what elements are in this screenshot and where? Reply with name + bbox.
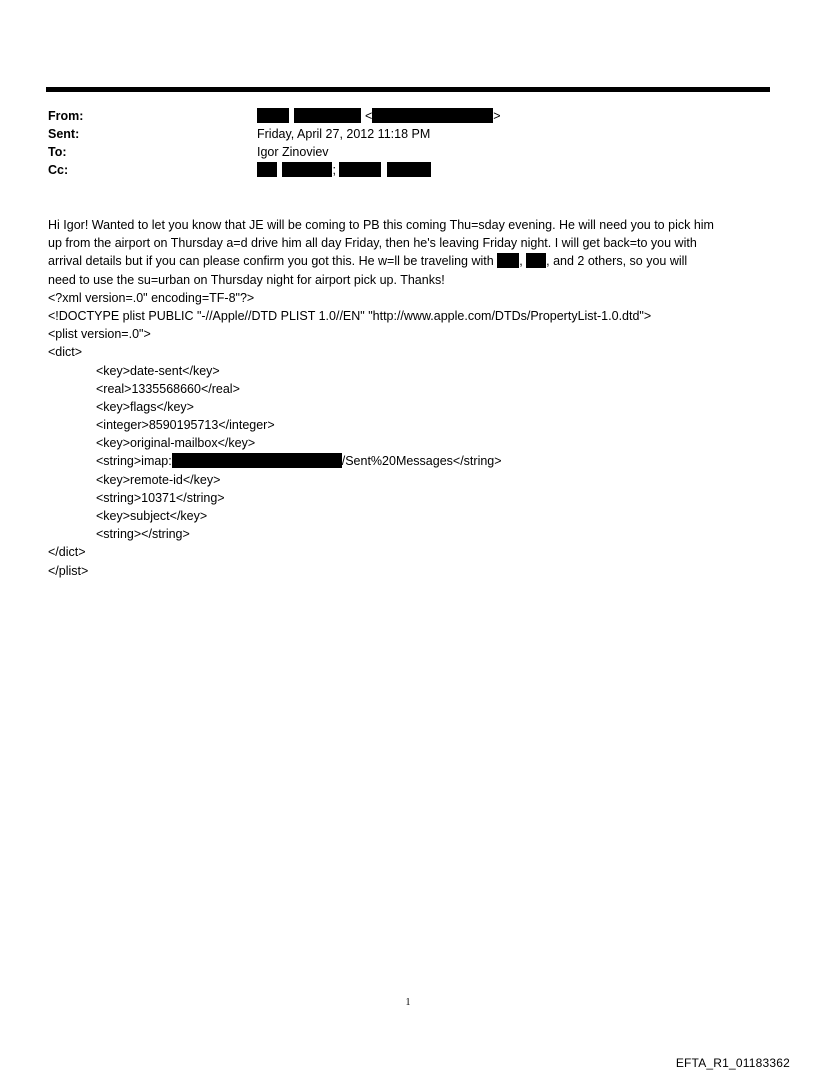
plist-value: <integer>8590195713</integer> xyxy=(96,418,275,433)
sent-label: Sent: xyxy=(48,127,80,141)
plist-value: <real>1335568660</real> xyxy=(96,381,240,396)
dict-open: <dict> xyxy=(48,345,83,360)
email-body xyxy=(48,216,772,580)
redaction-block xyxy=(339,162,381,177)
plist-key: <key>original-mailbox</key> xyxy=(96,436,256,451)
to-label: To: xyxy=(48,145,67,159)
redaction-block xyxy=(282,162,332,177)
body-line: Hi Igor! Wanted to let you know that JE will be coming to PB this coming Thu=sday evening. He will need you to pick him xyxy=(48,218,714,232)
plist-open: <plist version=.0"> xyxy=(48,327,151,342)
plist-key: <key>date-sent</key> xyxy=(96,363,220,378)
from-label: From: xyxy=(48,109,84,123)
cc-label: Cc: xyxy=(48,163,69,177)
body-line xyxy=(48,252,772,270)
from-value xyxy=(257,107,501,125)
redaction-block xyxy=(526,253,546,268)
plist-value: <string></string> xyxy=(96,527,190,542)
body-line: up from the airport on Thursday a=d drive him all day Friday, then he's leaving Friday night. I will get back=to you with xyxy=(48,236,697,251)
document-id: EFTA_R1_01183362 xyxy=(675,1056,790,1070)
plist-value xyxy=(48,452,772,470)
dict-close: </dict> xyxy=(48,545,86,560)
body-text-segment: <string>imap: xyxy=(96,454,172,469)
sent-value: Friday, April 27, 2012 11:18 PM xyxy=(257,127,431,141)
plist-key: <key>remote-id</key> xyxy=(96,472,221,487)
xml-declaration: <?xml version=.0" encoding=TF-8"?> xyxy=(48,290,255,305)
to-value: Igor Zinoviev xyxy=(257,145,329,159)
redaction-block xyxy=(294,108,361,123)
redaction-block xyxy=(372,108,493,123)
body-text-segment: , and 2 others, so you will xyxy=(546,254,688,269)
body-text-segment: /Sent%20Messages</string> xyxy=(341,454,502,469)
from-gt: > xyxy=(493,109,501,123)
plist-close: </plist> xyxy=(48,563,89,578)
body-text-segment: arrival details but if you can please confirm you got this. He w=ll be traveling with xyxy=(48,254,498,269)
redaction-block xyxy=(172,453,342,468)
body-line: need to use the su=urban on Thursday night for airport pick up. Thanks! xyxy=(48,272,445,287)
redaction-block xyxy=(497,253,519,268)
redaction-block xyxy=(257,108,289,123)
redaction-block xyxy=(257,162,277,177)
body-text-segment: , xyxy=(519,254,527,269)
plist-value: <string>10371</string> xyxy=(96,490,225,505)
cc-value xyxy=(257,161,431,179)
page-number: 1 xyxy=(405,997,411,1008)
header-rule xyxy=(46,87,770,92)
from-lt: < xyxy=(364,109,373,123)
doctype-line: <!DOCTYPE plist PUBLIC "-//Apple//DTD PLIST 1.0//EN" "http://www.apple.com/DTDs/PropertyList-1.0.dtd"> xyxy=(48,308,652,323)
redaction-block xyxy=(387,162,431,177)
plist-key: <key>flags</key> xyxy=(96,399,194,414)
cc-separator: ; xyxy=(332,163,336,177)
plist-key: <key>subject</key> xyxy=(96,509,208,523)
